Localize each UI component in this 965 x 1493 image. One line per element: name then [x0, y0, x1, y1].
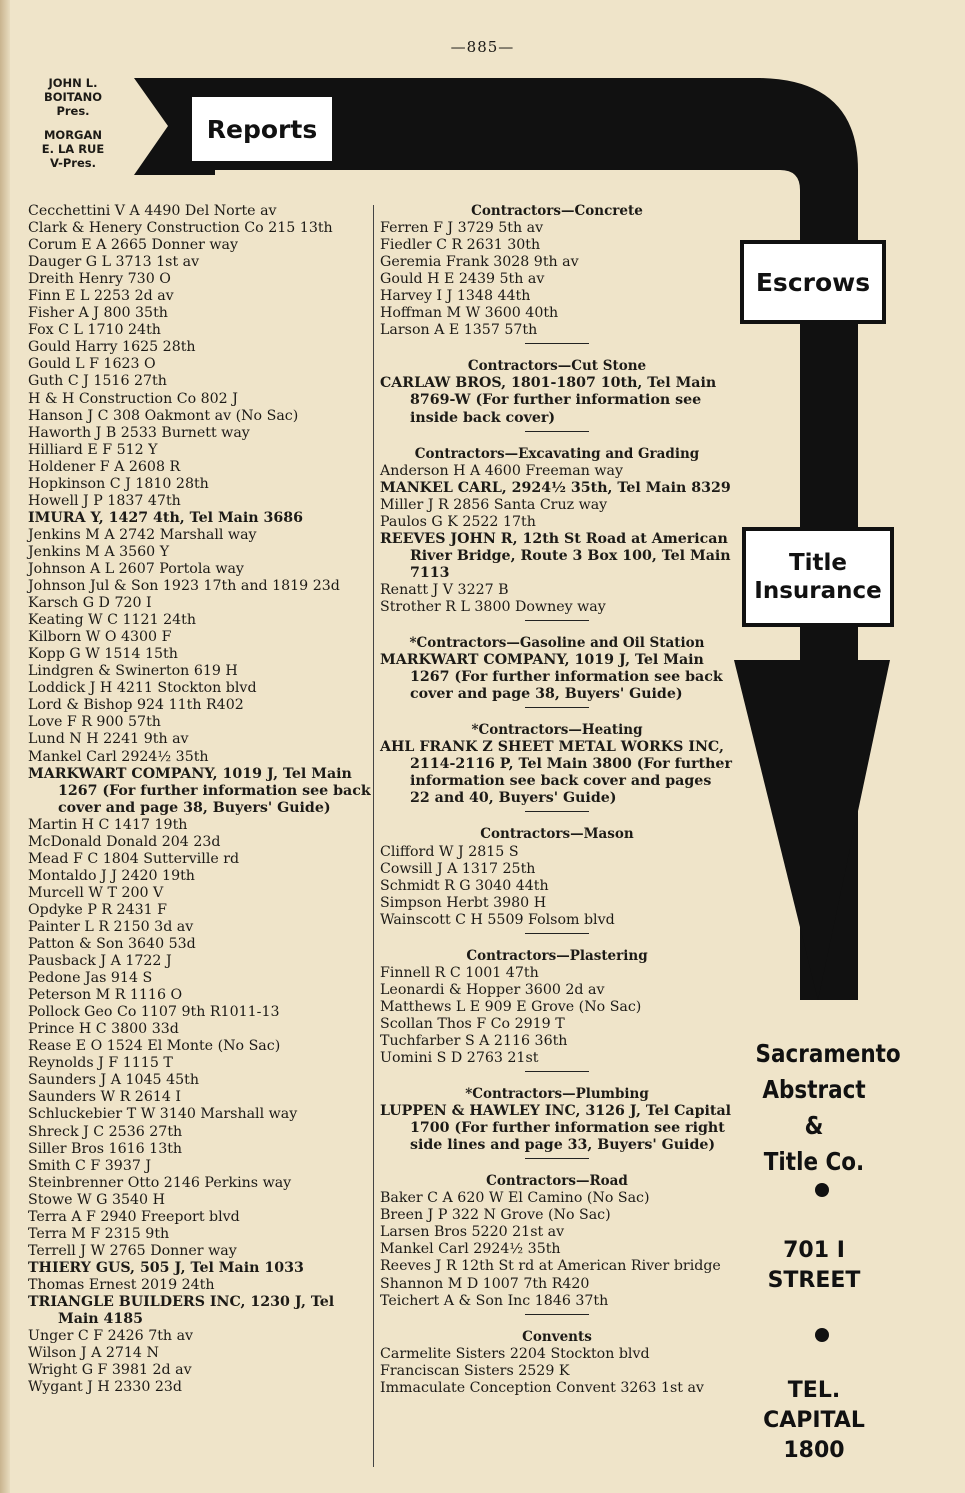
directory-entry: Dauger G L 3713 1st av: [28, 254, 200, 271]
officer-name: BOITANO: [43, 90, 103, 104]
directory-entry: CARLAW BROS, 1801-1807 10th, Tel Main 8769-W (For further information see inside back cover): [380, 375, 717, 426]
directory-entry: Cowsill J A 1317 25th: [380, 860, 536, 877]
directory-entry: REEVES JOHN R, 12th St Road at American River Bridge, Route 3 Box 100, Tel Main 7113: [380, 530, 731, 581]
officer-name: JOHN L.: [48, 76, 98, 90]
directory-entry: Loddick J H 4211 Stockton blvd: [28, 680, 257, 697]
directory-entry: Love F R 900 57th: [28, 714, 161, 731]
section-divider: [525, 620, 589, 621]
directory-entry: Miller J R 2856 Santa Cruz way: [380, 496, 608, 513]
directory-entry: Leonardi & Hopper 3600 2d av: [380, 981, 605, 998]
ad-company-line: Sacramento: [755, 1039, 901, 1068]
directory-entry: Fisher A J 800 35th: [28, 305, 168, 322]
directory-entry: Strother R L 3800 Downey way: [380, 598, 606, 615]
directory-entry: Geremia Frank 3028 9th av: [380, 254, 579, 271]
directory-entry: Saunders W R 2614 I: [28, 1089, 182, 1106]
directory-entry: Gould Harry 1625 28th: [28, 339, 196, 356]
directory-entry: Scollan Thos F Co 2919 T: [380, 1015, 565, 1032]
directory-entry: Hanson J C 308 Oakmont av (No Sac): [28, 407, 299, 424]
ad-company-line: Abstract &: [762, 1075, 866, 1140]
reports-label: Reports: [206, 114, 318, 144]
directory-entry: Schmidt R G 3040 44th: [380, 877, 549, 894]
directory-entry: Martin H C 1417 19th: [28, 816, 188, 833]
directory-entry: Wilson J A 2714 N: [28, 1345, 159, 1362]
directory-entry: Shannon M D 1007 7th R420: [380, 1275, 590, 1292]
section-divider: [525, 811, 589, 812]
directory-entry: Finnell R C 1001 47th: [380, 964, 539, 981]
directory-entry: Reynolds J F 1115 T: [28, 1055, 173, 1072]
bullet-dot: [815, 1183, 829, 1197]
directory-entry: Clark & Henery Construction Co 215 13th: [28, 220, 333, 237]
advertisement-telephone: [746, 1376, 882, 1466]
directory-entry: Lindgren & Swinerton 619 H: [28, 663, 238, 680]
directory-entry: Howell J P 1837 47th: [28, 492, 181, 509]
directory-entry: Kopp G W 1514 15th: [28, 646, 178, 663]
directory-entry: McDonald Donald 204 23d: [28, 833, 221, 850]
directory-entry: Fiedler C R 2631 30th: [380, 237, 541, 254]
directory-entry: H & H Construction Co 802 J: [28, 390, 238, 407]
directory-entry: Siller Bros 1616 13th: [28, 1140, 183, 1157]
section-heading: *Contractors—Plumbing: [465, 1086, 649, 1103]
directory-entry: Pausback J A 1722 J: [28, 953, 172, 970]
title-insurance-label-line2: Insurance: [754, 578, 882, 604]
directory-entry: Painter L R 2150 3d av: [28, 918, 194, 935]
title-insurance-sign: [742, 527, 894, 627]
directory-entry: Mankel Carl 2924½ 35th: [380, 1241, 561, 1258]
section-divider: [525, 1071, 589, 1072]
left-directory-column: [28, 203, 373, 1396]
directory-entry: Paulos G K 2522 17th: [380, 513, 536, 530]
directory-entry: Lord & Bishop 924 11th R402: [28, 697, 244, 714]
directory-entry: Gould H E 2439 5th av: [380, 271, 545, 288]
directory-entry: Prince H C 3800 33d: [28, 1021, 179, 1038]
directory-entry: Larsen Bros 5220 21st av: [380, 1224, 565, 1241]
directory-entry: Gould L F 1623 O: [28, 356, 156, 373]
section-divider: [525, 1314, 589, 1315]
directory-entry: Haworth J B 2533 Burnett way: [28, 424, 250, 441]
ad-tel-line: TEL.: [787, 1378, 841, 1403]
directory-entry: Keating W C 1121 24th: [28, 612, 197, 629]
directory-entry: Tuchfarber S A 2116 36th: [380, 1032, 568, 1049]
title-insurance-label-line1: Title: [788, 550, 848, 576]
directory-entry: Johnson Jul & Son 1923 17th and 1819 23d: [28, 578, 340, 595]
directory-entry: LUPPEN & HAWLEY INC, 3126 J, Tel Capital 1700 (For further information see right side lines and page 33, Buyers' Guide): [380, 1103, 732, 1154]
arrow-head-shape: [734, 660, 890, 1000]
directory-entry: Unger C F 2426 7th av: [28, 1328, 194, 1345]
directory-entry: Baker C A 620 W El Camino (No Sac): [380, 1190, 650, 1207]
directory-entry: MARKWART COMPANY, 1019 J, Tel Main 1267 (For further information see back cover and page 38, Buyers' Guide): [28, 765, 371, 816]
section-heading: Contractors—Concrete: [471, 203, 643, 219]
section-divider: [525, 431, 589, 432]
section-divider: [525, 933, 589, 934]
escrows-label: Escrows: [755, 267, 871, 297]
section-heading: Convents: [522, 1328, 592, 1345]
directory-entry: Cecchettini V A 4490 Del Norte av: [28, 203, 277, 219]
ad-tel-line: CAPITAL: [763, 1408, 865, 1433]
directory-entry: AHL FRANK Z SHEET METAL WORKS INC, 2114-2116 P, Tel Main 3800 (For further information see back cover and pages 22 and 40, Buyers' Guide): [380, 739, 732, 807]
directory-entry: Renatt J V 3227 B: [380, 581, 509, 598]
directory-entry: Shreck J C 2536 27th: [28, 1123, 183, 1140]
reports-sign: [188, 93, 336, 165]
directory-entry: THIERY GUS, 505 J, Tel Main 1033: [28, 1259, 304, 1276]
ad-address-line: 701 I: [783, 1238, 845, 1263]
ad-company-line: Title Co.: [763, 1147, 865, 1176]
directory-entry: Rease E O 1524 El Monte (No Sac): [28, 1038, 281, 1055]
directory-entry: Dreith Henry 730 O: [28, 271, 171, 288]
directory-entry: Wygant J H 2330 23d: [28, 1379, 183, 1396]
page-number: —885—: [450, 38, 515, 56]
directory-entry: Smith C F 3937 J: [28, 1157, 152, 1174]
directory-entry: Simpson Herbt 3980 H: [380, 894, 547, 911]
directory-entry: Jenkins M A 2742 Marshall way: [28, 526, 257, 543]
directory-entry: Terrell J W 2765 Donner way: [28, 1242, 237, 1259]
directory-entry: Clifford W J 2815 S: [380, 843, 519, 860]
directory-entry: Anderson H A 4600 Freeman way: [380, 462, 623, 479]
ad-address-line: STREET: [767, 1268, 861, 1293]
directory-entry: Breen J P 322 N Grove (No Sac): [380, 1207, 611, 1224]
section-heading: Contractors—Plastering: [466, 947, 648, 964]
directory-entry: Harvey I J 1348 44th: [380, 288, 531, 305]
directory-entry: Carmelite Sisters 2204 Stockton blvd: [380, 1345, 650, 1362]
directory-entry: Ferren F J 3729 5th av: [380, 220, 544, 237]
directory-entry: Immaculate Conception Convent 3263 1st av: [380, 1379, 704, 1396]
directory-entry: Holdener F A 2608 R: [28, 458, 181, 475]
bullet-dot: [815, 1328, 829, 1342]
directory-entry: Mead F C 1804 Sutterville rd: [28, 850, 240, 867]
directory-entry: Lund N H 2241 9th av: [28, 731, 189, 748]
advertisement-address: [746, 1236, 882, 1296]
directory-entry: Wright G F 3981 2d av: [28, 1362, 192, 1379]
directory-entry: Mankel Carl 2924½ 35th: [28, 748, 209, 765]
directory-entry: Hoffman M W 3600 40th: [380, 305, 559, 322]
directory-entry: Finn E L 2253 2d av: [28, 288, 174, 305]
directory-entry: Kilborn W O 4300 F: [28, 629, 172, 646]
directory-entry: Teichert A & Son Inc 1846 37th: [380, 1292, 609, 1309]
directory-entry: Pollock Geo Co 1107 9th R1011-13: [28, 1004, 280, 1021]
directory-entry: Johnson A L 2607 Portola way: [28, 560, 244, 577]
directory-entry: Patton & Son 3640 53d: [28, 936, 196, 953]
directory-entry: Saunders J A 1045 45th: [28, 1072, 199, 1089]
directory-entry: Peterson M R 1116 O: [28, 987, 183, 1004]
directory-entry: Schluckebier T W 3140 Marshall way: [28, 1106, 298, 1123]
section-heading: *Contractors—Heating: [471, 722, 643, 739]
directory-entry: MARKWART COMPANY, 1019 J, Tel Main 1267 (For further information see back cover and page 38, Buyers' Guide): [380, 652, 723, 703]
directory-entry: Reeves J R 12th St rd at American River bridge: [380, 1258, 721, 1275]
directory-entry: Montaldo J J 2420 19th: [28, 867, 195, 884]
section-divider: [525, 343, 589, 344]
directory-entry: Franciscan Sisters 2529 K: [380, 1362, 570, 1379]
section-divider: [525, 707, 589, 708]
directory-entry: Terra A F 2940 Freeport blvd: [28, 1208, 240, 1225]
directory-entry: Wainscott C H 5509 Folsom blvd: [380, 911, 615, 928]
ad-tel-line: 1800: [783, 1438, 845, 1463]
directory-entry: Hopkinson C J 1810 28th: [28, 475, 209, 492]
directory-entry: TRIANGLE BUILDERS INC, 1230 J, Tel Main 4185: [28, 1294, 335, 1328]
directory-entry: Jenkins M A 3560 Y: [28, 543, 170, 560]
directory-entry: Opdyke P R 2431 F: [28, 901, 168, 918]
directory-entry: Stowe W G 3540 H: [28, 1191, 165, 1208]
section-divider: [525, 1158, 589, 1159]
directory-entry: Murcell W T 200 V: [28, 884, 164, 901]
officer-title: Pres.: [56, 104, 90, 118]
officer-title: V-Pres.: [50, 156, 96, 170]
directory-entry: Terra M F 2315 9th: [28, 1225, 170, 1242]
middle-directory-column: [380, 203, 734, 1397]
directory-entry: Larson A E 1357 57th: [380, 322, 538, 339]
directory-entry: Steinbrenner Otto 2146 Perkins way: [28, 1174, 292, 1191]
directory-entry: Matthews L E 909 E Grove (No Sac): [380, 998, 642, 1015]
directory-entry: Uomini S D 2763 21st: [380, 1050, 539, 1067]
directory-entry: Fox C L 1710 24th: [28, 322, 161, 339]
directory-entry: Pedone Jas 914 S: [28, 970, 153, 987]
section-heading: *Contractors—Gasoline and Oil Station: [409, 635, 705, 652]
escrows-sign: [740, 240, 886, 324]
section-heading: Contractors—Cut Stone: [467, 358, 647, 375]
directory-entry: Guth C J 1516 27th: [28, 373, 167, 390]
directory-entry: MANKEL CARL, 2924½ 35th, Tel Main 8329: [380, 479, 731, 496]
directory-entry: Thomas Ernest 2019 24th: [28, 1276, 215, 1293]
advertisement-company: [755, 1036, 901, 1180]
directory-entry: IMURA Y, 1427 4th, Tel Main 3686: [28, 509, 303, 526]
officer-name: E. LA RUE: [41, 142, 105, 156]
section-heading: Contractors—Road: [486, 1173, 628, 1190]
officer-name: MORGAN: [43, 128, 103, 142]
directory-entry: Hilliard E F 512 Y: [28, 441, 158, 458]
section-heading: Contractors—Mason: [480, 826, 634, 843]
section-heading: Contractors—Excavating and Grading: [414, 445, 700, 462]
column-divider: [373, 205, 374, 1467]
directory-entry: Karsch G D 720 I: [28, 595, 152, 612]
directory-entry: Corum E A 2665 Donner way: [28, 237, 239, 254]
